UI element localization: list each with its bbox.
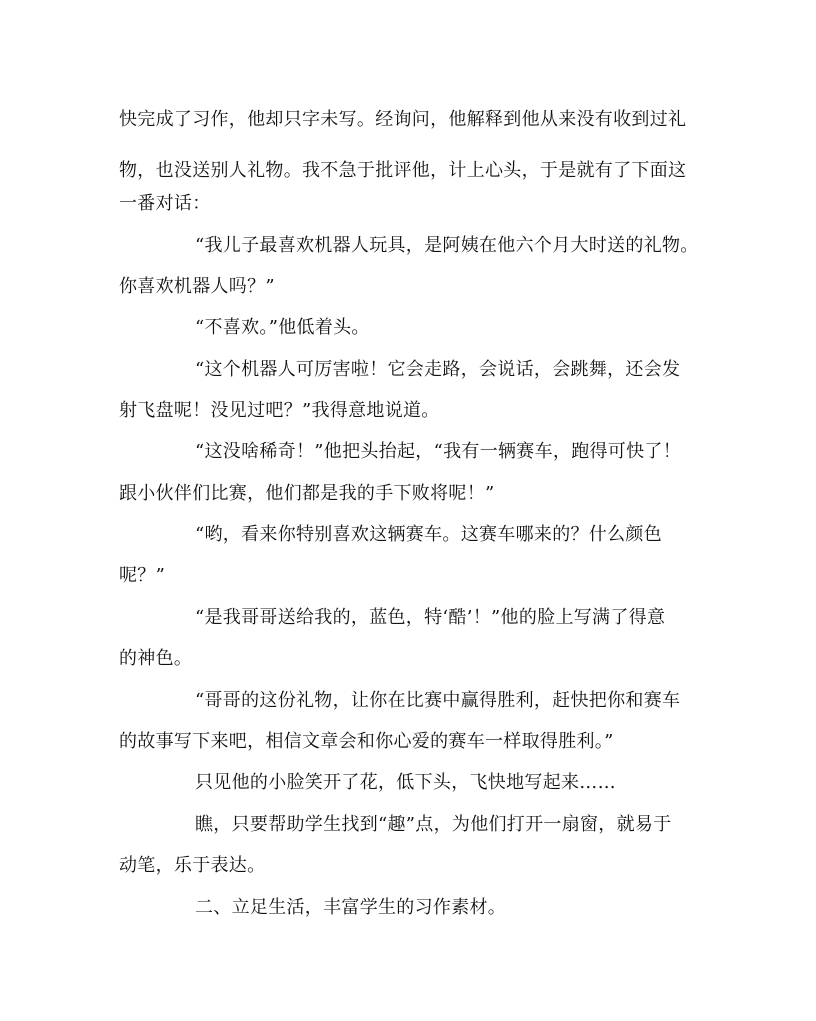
text-line: “不喜欢。”他低着头。 — [195, 317, 370, 338]
text-line: 呢？” — [119, 565, 166, 586]
text-line: 只见他的小脸笑开了花，低下头，飞快地写起来…… — [195, 772, 616, 793]
text-line: 动笔，乐于表达。 — [119, 855, 266, 876]
text-line: “这个机器人可厉害啦！它会走路，会说话，会跳舞，还会发 — [195, 359, 681, 380]
text-line: “哟，看来你特别喜欢这辆赛车。这赛车哪来的？什么颜色 — [195, 524, 662, 545]
text-line: 快完成了习作，他却只字未写。经询问，他解释到他从来没有收到过礼 — [119, 109, 687, 130]
text-line: 物，也没送别人礼物。我不急于批评他，计上心头，于是就有了下面这 — [119, 160, 687, 181]
text-line: 的神色。 — [119, 648, 193, 669]
text-line: 跟小伙伴们比赛，他们都是我的手下败将呢！” — [119, 483, 495, 504]
text-line: “是我哥哥送给我的，蓝色，特‘酷’！”他的脸上写满了得意 — [195, 607, 666, 628]
text-line: “我儿子最喜欢机器人玩具，是阿姨在他六个月大时送的礼物。 — [195, 235, 699, 256]
text-line: 你喜欢机器人吗？” — [119, 276, 275, 297]
section-heading: 二、立足生活，丰富学生的习作素材。 — [195, 897, 507, 918]
text-line: 一番对话： — [119, 193, 211, 214]
text-line: 瞧，只要帮助学生找到“趣”点，为他们打开一扇窗，就易于 — [195, 814, 672, 835]
text-line: 的故事写下来吧，相信文章会和你心爱的赛车一样取得胜利。” — [119, 731, 614, 752]
text-line: “这没啥稀奇！”他把头抬起，“我有一辆赛车，跑得可快了！ — [195, 441, 682, 462]
text-line: 射飞盘呢！没见过吧？”我得意地说道。 — [119, 400, 440, 421]
text-line: “哥哥的这份礼物，让你在比赛中赢得胜利，赶快把你和赛车 — [195, 690, 681, 711]
